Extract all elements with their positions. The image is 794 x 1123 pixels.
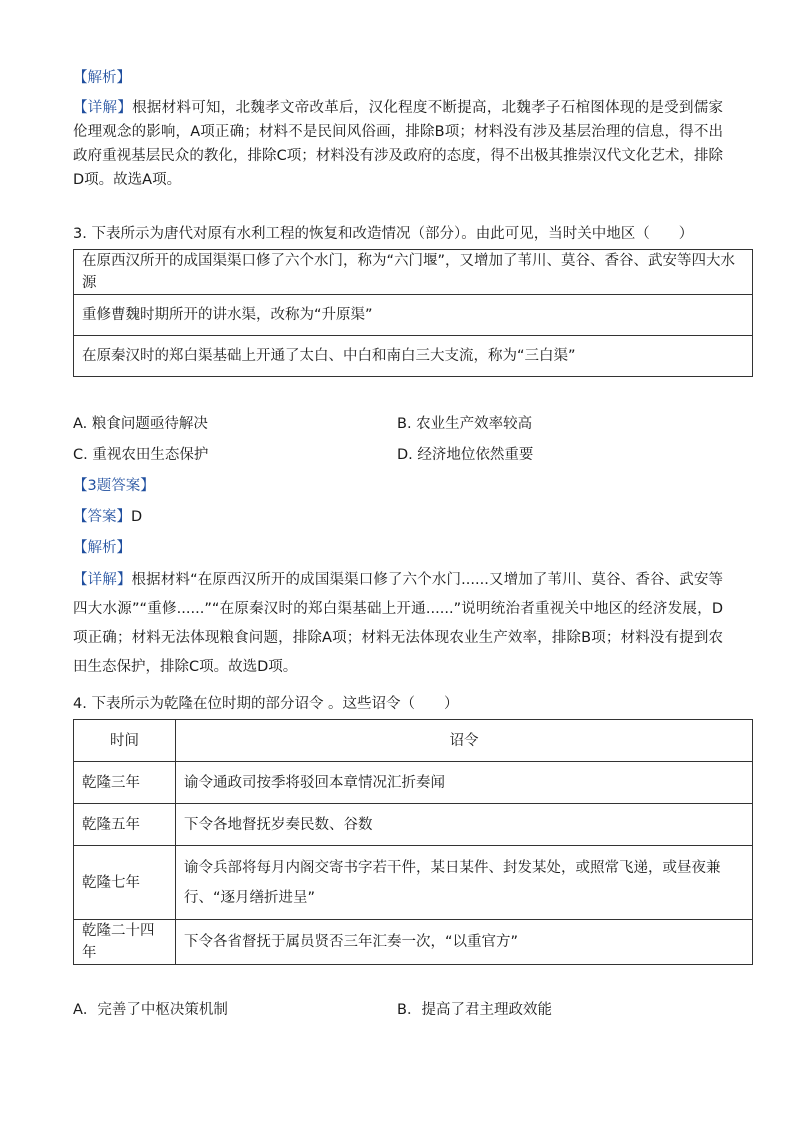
q3-option-b: B. 农业生产效率较高	[397, 416, 533, 432]
table-row	[74, 846, 753, 920]
table-row	[74, 762, 753, 804]
table-cell: 下令各省督抚于属员贤否三年汇奏一次，“以重官方”	[176, 920, 753, 965]
q3-detail	[73, 566, 723, 682]
q3-detail-label: 【详解】	[73, 572, 132, 588]
q3-detail-text: 根据材料“在原西汉所开的成国渠渠口修了六个水门......又增加了苇川、莫谷、香谷、武安等四大水源”“重修......”“在原秦汉时的郑白渠基础上开通......”说明统治者重视关中地区的经济发展，D项正确；材料无法体现粮食问题，排除A项；材料无法体现农业生产效率，排除B项；材料没有提到农田生态保护，排除C项。故选D项。	[73, 572, 723, 675]
table-cell: 乾隆二十四年	[74, 920, 176, 965]
table-header-row	[74, 720, 753, 762]
table-row	[74, 336, 753, 377]
q3-option-c: C. 重视农田生态保护	[73, 447, 209, 463]
q3-option-a: A. 粮食问题亟待解决	[73, 416, 208, 432]
q3-option-d: D. 经济地位依然重要	[397, 447, 534, 463]
q2-detail	[73, 96, 723, 192]
table-row	[74, 920, 753, 965]
table-cell: 重修曹魏时期所开的讲水渠，改称为“升原渠”	[74, 295, 753, 336]
q2-analysis-label: 【解析】	[73, 70, 131, 86]
q3-answer-value: D	[131, 509, 143, 525]
q3-answer-title: 【3题答案】	[73, 478, 155, 494]
q4-table	[73, 719, 753, 965]
q3-table	[73, 249, 753, 377]
q4-stem: 4. 下表所示为乾隆在位时期的部分诏令 。这些诏令（ ）	[73, 696, 459, 712]
table-header-cell: 诏令	[176, 720, 753, 762]
table-row	[74, 804, 753, 846]
table-header-cell: 时间	[74, 720, 176, 762]
q3-analysis-label: 【解析】	[73, 540, 131, 556]
q4-option-b: B．提高了君主理政效能	[397, 1002, 552, 1018]
q3-stem: 3. 下表所示为唐代对原有水利工程的恢复和改造情况（部分）。由此可见，当时关中地区（ ）	[73, 226, 694, 242]
table-row	[74, 250, 753, 295]
q4-option-a: A．完善了中枢决策机制	[73, 1002, 228, 1018]
table-cell: 乾隆五年	[74, 804, 176, 846]
table-cell: 谕令兵部将每月内阁交寄书字若干件，某日某件、封发某处，或照常飞递，或昼夜兼行、“逐月缮折进呈”	[176, 846, 753, 920]
table-cell: 谕令通政司按季将驳回本章情况汇折奏闻	[176, 762, 753, 804]
q3-answer	[73, 505, 142, 526]
table-cell: 乾隆三年	[74, 762, 176, 804]
table-row	[74, 295, 753, 336]
table-cell: 在原西汉所开的成国渠渠口修了六个水门，称为“六门堰”，又增加了苇川、莫谷、香谷、武安等四大水源	[74, 250, 753, 295]
table-cell: 在原秦汉时的郑白渠基础上开通了太白、中白和南白三大支流，称为“三白渠”	[74, 336, 753, 377]
table-cell: 乾隆七年	[74, 846, 176, 920]
q3-answer-label: 【答案】	[73, 509, 131, 525]
table-cell: 下令各地督抚岁奏民数、谷数	[176, 804, 753, 846]
q2-detail-label: 【详解】	[73, 100, 133, 116]
q2-detail-text: 根据材料可知，北魏孝文帝改革后，汉化程度不断提高，北魏孝子石棺图体现的是受到儒家伦理观念的影响，A项正确；材料不是民间风俗画，排除B项；材料没有涉及基层治理的信息，得不出政府重视基层民众的教化，排除C项；材料没有涉及政府的态度，得不出极其推崇汉代文化艺术，排除D项。故选A项。	[73, 100, 724, 188]
